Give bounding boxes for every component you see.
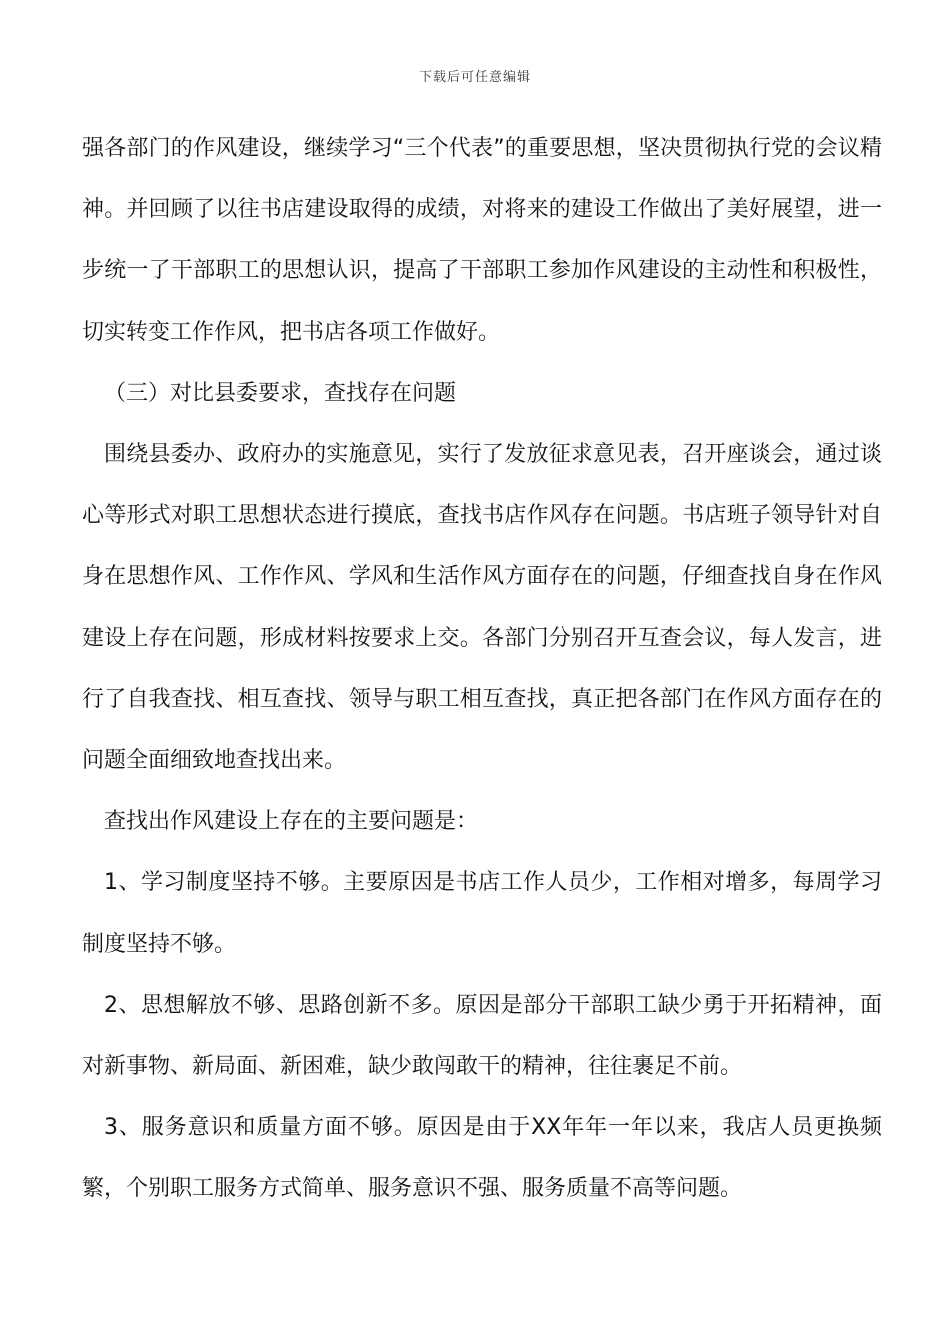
list-item: 1、学习制度坚持不够。主要原因是书店工作人员少，工作相对增多，每周学习制度坚持不够。 <box>82 870 882 957</box>
document-body <box>82 118 882 1220</box>
paragraph: 查找出作风建设上存在的主要问题是： <box>104 809 479 835</box>
page-header: 下载后可任意编辑 <box>418 70 531 85</box>
paragraph-continuation: 强各部门的作风建设，继续学习“三个代表”的重要思想，坚决贯彻执行党的会议精神。并回顾了以往书店建设取得的成绩，对将来的建设工作做出了美好展望，进一步统一了干部职工的思想认识，提高了干部职工参加作风建设的主动性和积极性，切实转变工作作风，把书店各项工作做好。 <box>82 136 882 345</box>
paragraph: 围绕县委办、政府办的实施意见，实行了发放征求意见表，召开座谈会，通过谈心等形式对职工思想状态进行摸底，查找书店作风存在问题。书店班子领导针对自身在思想作风、工作作风、学风和生活作风方面存在的问题，仔细查找自身在作风建设上存在问题，形成材料按要求上交。各部门分别召开互查会议，每人发言，进行了自我查找、相互查找、领导与职工相互查找，真正把各部门在作风方面存在的问题全面细致地查找出来。 <box>82 442 882 774</box>
list-item: 3、服务意识和质量方面不够。原因是由于XX年年一年以来，我店人员更换频繁，个别职工服务方式简单、服务意识不强、服务质量不高等问题。 <box>82 1115 882 1202</box>
list-item: 2、思想解放不够、思路创新不多。原因是部分干部职工缺少勇于开拓精神，面对新事物、新局面、新困难，缺少敢闯敢干的精神，往往裹足不前。 <box>82 992 882 1080</box>
section-heading: （三）对比县委要求，查找存在问题 <box>104 380 457 406</box>
